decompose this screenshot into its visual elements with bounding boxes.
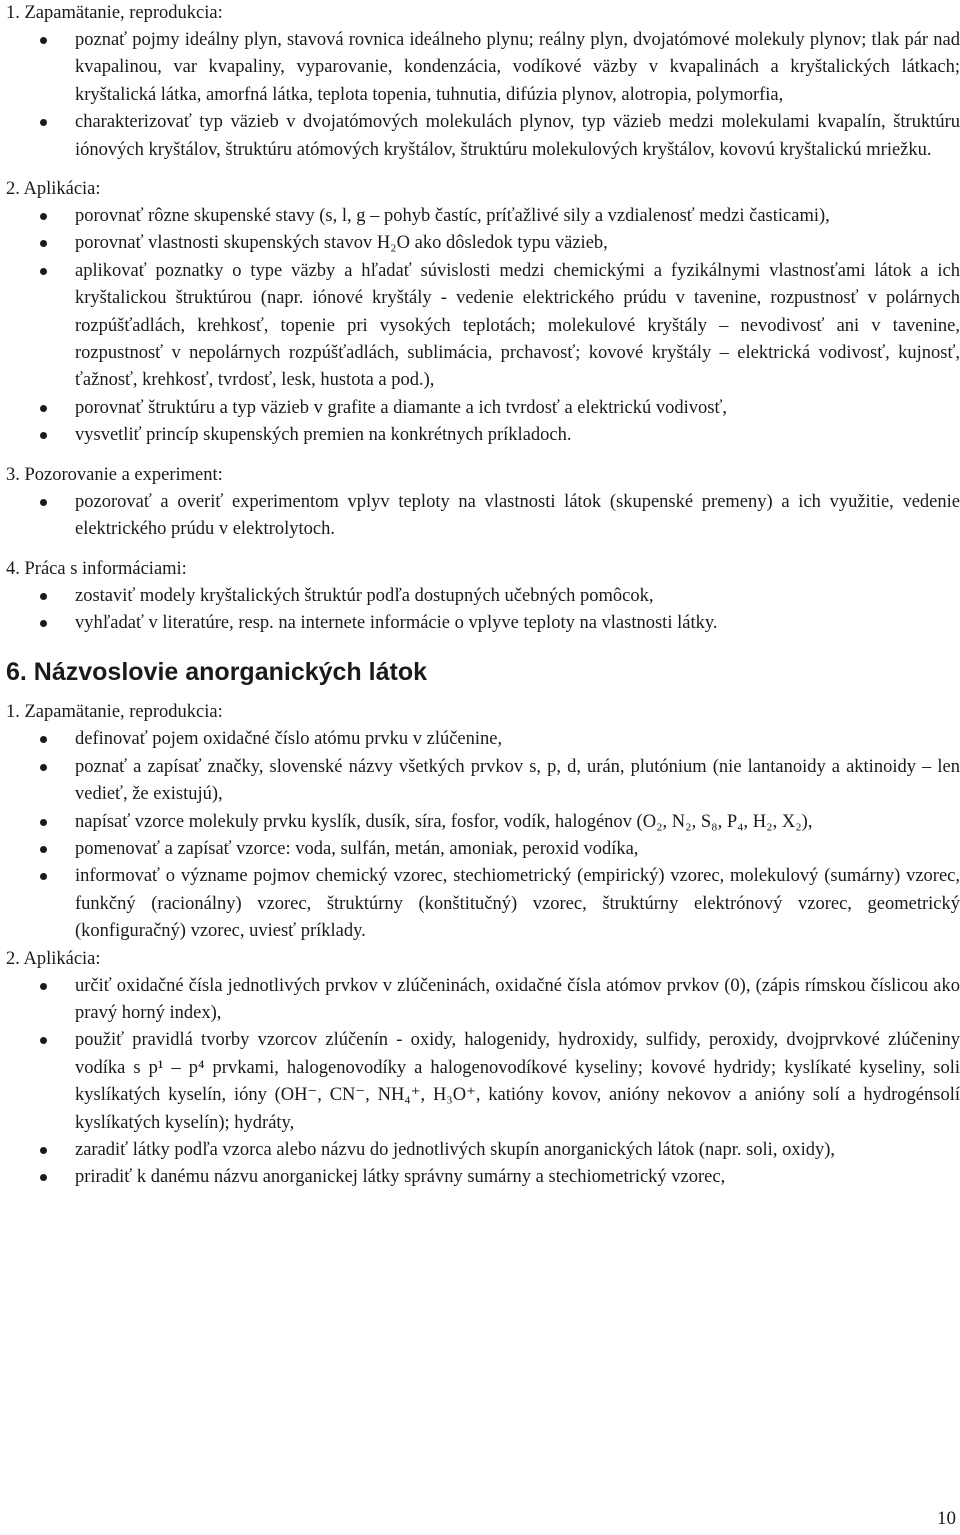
bullet-list	[6, 203, 960, 450]
list-item: vyhľadať v literatúre, resp. na internete informácie o vplyve teploty na vlastnosti látky.	[6, 610, 960, 637]
list-item: aplikovať poznatky o type väzby a hľadať súvislosti medzi chemickými a fyzikálnymi vlastnosťami látok a ich kryštalickou štruktúrou (napr. iónové kryštály - vedenie elektrického prúdu v tavenine, rozpustnosť v polárnych rozpúšťadlách, krehkosť, topenie pri vysokých teplotách; molekulové kryštály – nevodivosť ani v tavenine, rozpustnosť v nepolárnych rozpúšťadlách, sublimácia, prchavosť; kovové kryštály – elektrická vodivosť, kujnosť, ťažnosť, krehkosť, tvrdosť, lesk, hustota a pod.),	[6, 258, 960, 395]
section-top-2	[6, 176, 960, 450]
list-item: pomenovať a zapísať vzorce: voda, sulfán, metán, amoniak, peroxid vodíka,	[6, 836, 960, 863]
bullet-list	[6, 726, 960, 945]
section-heading: 1. Zapamätanie, reprodukcia:	[6, 3, 223, 23]
section-heading: 4. Práca s informáciami:	[6, 558, 187, 579]
section-heading: 1. Zapamätanie, reprodukcia:	[6, 702, 223, 723]
list-item: vysvetliť princíp skupenských premien na konkrétnych príkladoch.	[6, 422, 960, 449]
bullet-list	[6, 27, 960, 164]
list-item: zostaviť modely kryštalických štruktúr podľa dostupných učebných pomôcok,	[6, 583, 960, 610]
list-item: charakterizovať typ väzieb v dvojatómových molekulách plynov, typ väzieb medzi molekulami kvapalín, štruktúru iónových kryštálov, štruktúru atómových kryštálov, štruktúru molekulových kryštálov, kovovú kryštalickú mriežku.	[6, 109, 960, 164]
section-top-4	[6, 556, 960, 638]
list-item: informovať o význame pojmov chemický vzorec, stechiometrický (empirický) vzorec, molekulový (sumárny) vzorec, funkčný (racionálny) vzorec, štruktúrny (konštitučný) vzorec, štruktúrny elektrónový vzorec, geometrický (konfiguračný) vzorec, uviesť príklady.	[6, 863, 960, 945]
list-item: napísať vzorce molekuly prvku kyslík, dusík, síra, fosfor, vodík, halogénov (O₂, N₂, S₈, P₄, H₂, X₂),	[6, 809, 960, 836]
section-heading: 3. Pozorovanie a experiment:	[6, 464, 223, 485]
list-item: definovať pojem oxidačné číslo atómu prvku v zlúčenine,	[6, 726, 960, 753]
list-item: pozorovať a overiť experimentom vplyv teploty na vlastnosti látok (skupenské premeny) a ich využitie, vedenie elektrického prúdu v elektrolytoch.	[6, 489, 960, 544]
list-item: porovnať štruktúru a typ väzieb v grafite a diamante a ich tvrdosť a elektrickú vodivosť,	[6, 395, 960, 422]
bullet-list	[6, 973, 960, 1192]
list-item: poznať pojmy ideálny plyn, stavová rovnica ideálneho plynu; reálny plyn, dvojatómové molekuly plynov; tlak pár nad kvapalinou, var kvapaliny, vyparovanie, kondenzácia, vodíkové väzby v kvapalinách a kryštalických látkach; kryštalická látka, amorfná látka, teplota topenia, tuhnutia, difúzia plynov, alotropia, polymorfia,	[6, 27, 960, 109]
list-item: priradiť k danému názvu anorganickej látky správny sumárny a stechiometrický vzorec,	[6, 1164, 960, 1191]
chapter-title: 6. Názvoslovie anorganických látok	[6, 658, 427, 687]
list-item: použiť pravidlá tvorby vzorcov zlúčenín - oxidy, halogenidy, hydroxidy, sulfidy, peroxidy, dvojprvkové zlúčeniny vodíka s p¹ – p⁴ prvkami, halogenovodíky a halogenovodíkové kyseliny; kovové hydridy; kyslíkaté kyseliny, soli kyslíkatých kyselín, ióny (OH⁻, CN⁻, NH₄⁺, H₃O⁺, katióny kovov, anióny nekovov a anióny solí a hydrogénsolí kyslíkatých kyselín); hydráty,	[6, 1027, 960, 1137]
section-top-1	[6, 0, 960, 164]
section-bottom-1	[6, 699, 960, 945]
section-bottom-2	[6, 946, 960, 1192]
bullet-list	[6, 583, 960, 638]
list-item: poznať a zapísať značky, slovenské názvy všetkých prvkov s, p, d, urán, plutónium (nie lantanoidy a aktinoidy – len vedieť, že existujú),	[6, 754, 960, 809]
list-item: porovnať vlastnosti skupenských stavov H₂O ako dôsledok typu väzieb,	[6, 230, 960, 257]
section-top-3	[6, 462, 960, 544]
page-number: 10	[937, 1508, 956, 1529]
list-item: zaradiť látky podľa vzorca alebo názvu do jednotlivých skupín anorganických látok (napr. soli, oxidy),	[6, 1137, 960, 1164]
list-item: porovnať rôzne skupenské stavy (s, l, g – pohyb častíc, príťažlivé sily a vzdialenosť medzi časticami),	[6, 203, 960, 230]
section-heading: 2. Aplikácia:	[6, 948, 101, 969]
document-page	[6, 0, 960, 1192]
section-heading: 2. Aplikácia:	[6, 179, 101, 200]
bullet-list	[6, 489, 960, 544]
list-item: určiť oxidačné čísla jednotlivých prvkov v zlúčeninách, oxidačné čísla atómov prvkov (0), (zápis rímskou číslicou ako pravý horný index),	[6, 973, 960, 1028]
